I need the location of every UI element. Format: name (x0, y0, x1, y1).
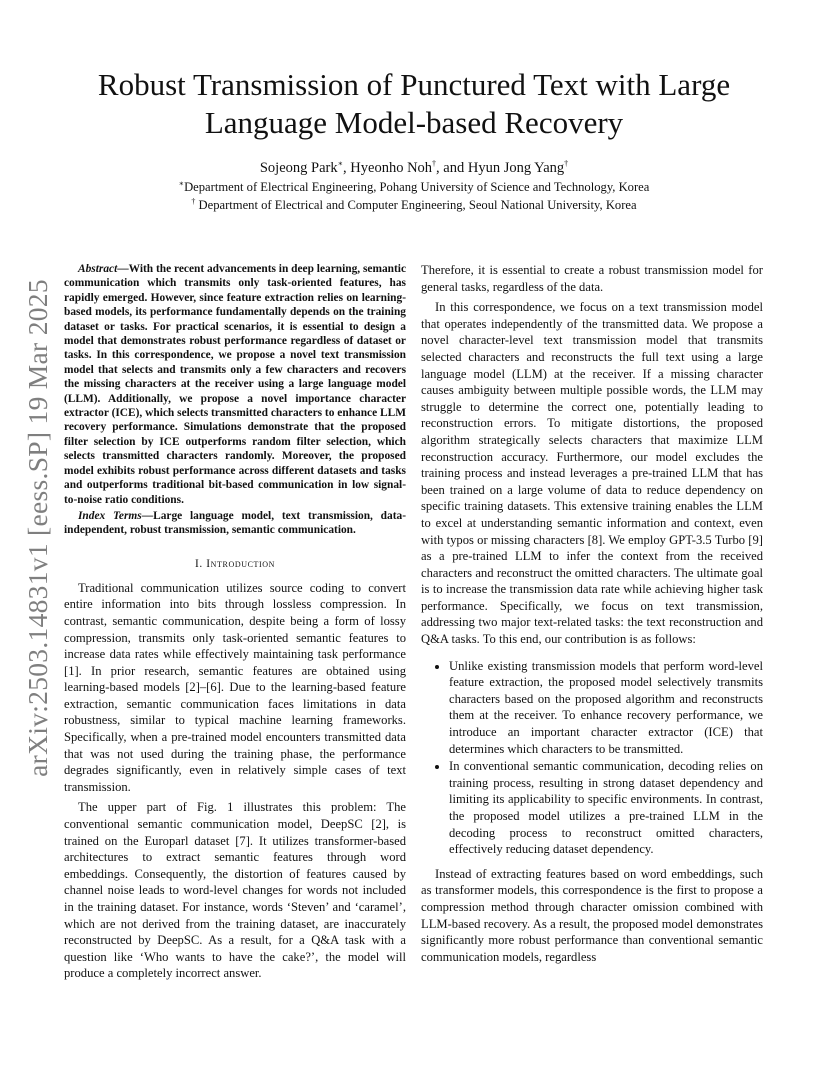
affiliation-1 (60, 180, 768, 195)
title-line-2: Language Model-based Recovery (204, 105, 624, 140)
author-1-mark: ∗ (337, 159, 344, 169)
intro-paragraph-4: Instead of extracting features based on word embeddings, such as transformer models, this correspondence is the first to propose a compression method through character omission combined with LLM-based recovery. As a result, the proposed model demonstrates significantly more robust performance than conventional semantic communication models, regardless (421, 866, 763, 964)
affiliation-2-text: Department of Electrical and Computer Engineering, Seoul National University, Korea (195, 198, 637, 212)
section-heading-introduction (64, 558, 406, 570)
section-numeral: I. (194, 557, 207, 570)
title-line-1: Robust Transmission of Punctured Text with Large (97, 67, 731, 102)
intro-paragraph-1: Traditional communication utilizes source coding to convert entire information into bits through lossless compression. In contrast, semantic communication, despite being a form of lossy compression, transmits only task-oriented semantic features to increase data rates while effectively maintaining task performance [1]. In prior research, semantic features are obtained using learning-based models [2]–[6]. Due to the learning-based feature extraction, semantic communication faces limitations in data robustness, similar to typical machine learning frameworks. Specifically, when a pre-trained model encounters transmitted data that was not used during the training phase, the performance degrades significantly, even in relatively simple cases of text transmission. (64, 580, 406, 794)
author-1: Sojeong Park (259, 160, 338, 176)
left-column (64, 262, 406, 986)
author-2: , Hyeonho Noh (343, 160, 433, 176)
arxiv-identifier: arXiv:2503.14831v1 [eess.SP] 19 Mar 2025 (22, 279, 53, 777)
author-2-mark: † (432, 159, 437, 169)
intro-paragraph-3: In this correspondence, we focus on a text transmission model that operates independently of the transmitted data. We propose a novel character-level text transmission model that transmits selected characters and reconstructs the full text using a large language model (LLM) at the receiver. If a missing character causes ambiguity between multiple possible words, the LLM may struggle to determine the correct one, potentially leading to reconstruction errors. To mitigate distortions, the proposed algorithm strategically selects characters that maximize LLM reconstruction accuracy. Furthermore, our model excludes the training process and instead leverages a pre-trained LLM that has been trained on a large volume of data to reduce dependency on specific training datasets. This extensive training enables the LLM to excel at understanding semantic information and context, even with typos or missing characters [8]. We employ GPT-3.5 Turbo [9] as a pre-trained LLM to infer the context from the received characters and reconstruct the omitted characters. The ultimate goal is to increase the transmission data rate while achieving higher task performance. Specifically, we focus on text transmission, addressing two major text-related tasks: the text reconstruction and Q&A tasks. To this end, our contribution is as follows: (421, 300, 763, 647)
section-title: Introduction (206, 557, 276, 570)
author-list (60, 160, 768, 177)
abstract (64, 262, 406, 507)
index-terms-lead: Index Terms (78, 509, 142, 522)
affiliation-2 (60, 198, 768, 213)
abstract-lead: Abstract (78, 263, 118, 275)
author-3-mark: † (564, 159, 569, 169)
paper-title (60, 66, 768, 142)
affiliation-1-mark: ∗ (178, 178, 185, 188)
contribution-item: • In conventional semantic communication, decoding relies on training process, resulting in strong dataset dependency and limiting its applicability to specific environments. In contrast, the proposed model utilizes a pre-trained LLM in the decoding process to reconstruct omitted characters, effectively reducing dataset dependency. (449, 758, 763, 858)
arxiv-side-stamp (18, 279, 58, 777)
intro-continuation: Therefore, it is essential to create a robust transmission model for general tasks, regardless of the data. (421, 263, 763, 294)
index-terms-text: —Large language model, text transmission, data-independent, robust transmission, semantic communication. (64, 509, 406, 537)
affiliation-1-text: Department of Electrical Engineering, Pohang University of Science and Technology, Korea (184, 180, 650, 194)
index-terms (64, 509, 406, 538)
contribution-item: • Unlike existing transmission models that perform word-level feature extraction, the proposed model selectively transmits characters based on the proposed algorithm and reconstructs them at the receiver. To enhance recovery performance, we introduce an important character extractor (ICE) that determines which characters to be transmitted. (449, 658, 763, 758)
contribution-list (421, 658, 763, 858)
affiliation-2-mark: † (191, 196, 196, 206)
intro-paragraph-2: The upper part of Fig. 1 illustrates this problem: The conventional semantic communication model, DeepSC [2], is trained on the Europarl dataset [7]. It utilizes transformer-based architectures to extract semantic features through word embeddings. Consequently, the distortion of features caused by channel noise leads to word-level changes for words not included in the training dataset. For instance, words ‘Steven’ and ‘caramel’, which are not derived from the training dataset, are inaccurately reconstructed by DeepSC. As a result, for a Q&A task with a question like ‘Who wants to have the cake?’, the model will produce a completely incorrect answer. (64, 800, 406, 981)
abstract-text: —With the recent advancements in deep learning, semantic communication which transmits only task-oriented features, has rapidly emerged. However, since feature extraction relies on learning-based models, its performance fundamentally depends on the training dataset or tasks. For practical scenarios, it is essential to design a model that demonstrates robust performance regardless of dataset or tasks. In this correspondence, we propose a novel text transmission model that selects and transmits only a few characters and recovers the missing characters at the receiver using a large language model (LLM). Additionally, we propose a novel importance character extractor (ICE), which selects transmitted characters to enhance LLM recovery performance. Simulations demonstrate that the proposed filter selection by ICE outperforms random filter selection, which selects transmitted characters randomly. Moreover, the proposed model exhibits robust performance across different datasets and tasks and outperforms traditional bit-based communication in low signal-to-noise ratio conditions. (64, 263, 407, 506)
right-column (421, 262, 763, 969)
author-3: , and Hyun Jong Yang (436, 160, 565, 176)
